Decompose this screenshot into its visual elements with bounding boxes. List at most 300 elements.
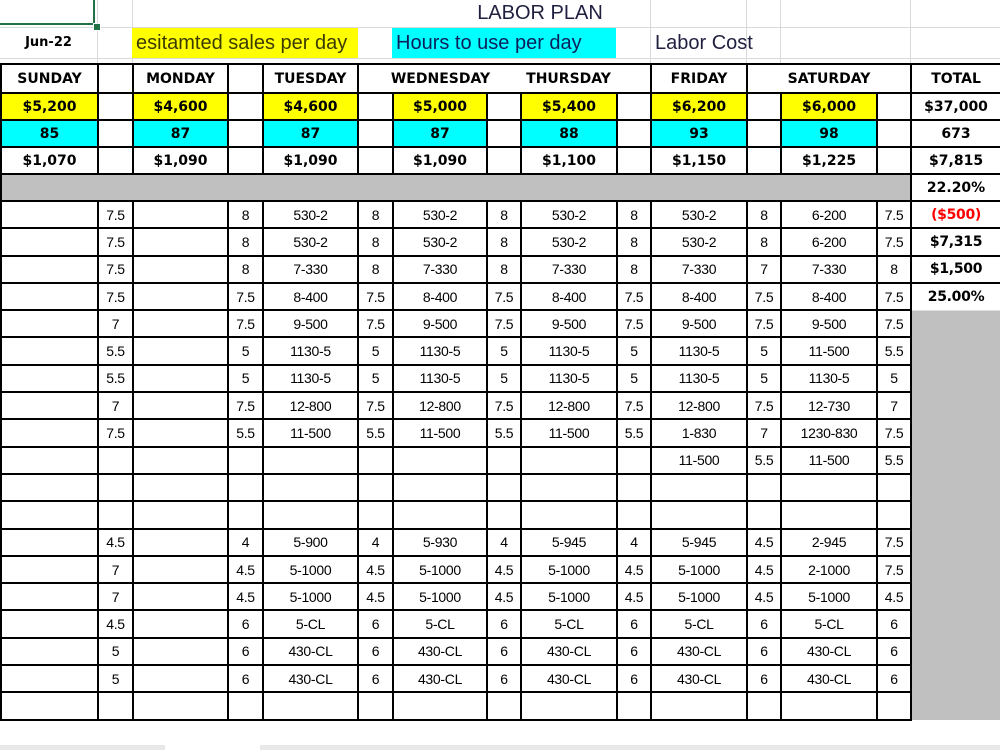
shift-cell[interactable]: 6-200 xyxy=(781,201,877,228)
gray-cell[interactable] xyxy=(911,583,1000,610)
cell[interactable] xyxy=(98,120,133,147)
sales-cell[interactable]: $6,000 xyxy=(781,93,877,120)
shift-cell[interactable] xyxy=(651,474,747,501)
hours-cell[interactable]: 7.5 xyxy=(98,419,133,446)
day-header-monday[interactable]: MONDAY xyxy=(133,64,228,93)
shift-cell[interactable]: 6-200 xyxy=(781,228,877,255)
shift-cell[interactable]: 8-400 xyxy=(393,283,487,310)
shift-cell[interactable] xyxy=(1,556,98,583)
hours-cell[interactable]: 7.5 xyxy=(617,392,651,419)
hours-spacer-cell[interactable] xyxy=(877,147,911,174)
sales-cell[interactable]: $4,600 xyxy=(263,93,358,120)
gray-cell[interactable] xyxy=(911,365,1000,392)
hours-cell[interactable]: 7.5 xyxy=(228,392,263,419)
shift-cell[interactable]: 530-2 xyxy=(393,201,487,228)
gray-cell[interactable] xyxy=(911,638,1000,665)
hours-cell[interactable]: 7.5 xyxy=(228,310,263,337)
total-header[interactable]: TOTAL xyxy=(911,64,1000,93)
shift-cell[interactable] xyxy=(133,529,228,556)
hours-cell[interactable]: 8 xyxy=(617,228,651,255)
hours-cell[interactable]: 4.5 xyxy=(358,583,393,610)
cost-cell[interactable]: $1,090 xyxy=(133,147,228,174)
hours-cell[interactable]: 7.5 xyxy=(487,283,521,310)
hours-cell[interactable] xyxy=(617,474,651,501)
hours-cell[interactable]: 7.5 xyxy=(877,310,911,337)
hours-cell[interactable]: 98 xyxy=(781,120,877,147)
shift-cell[interactable] xyxy=(651,501,747,528)
shift-cell[interactable] xyxy=(133,638,228,665)
hours-cell[interactable]: 7.5 xyxy=(358,392,393,419)
hours-cell[interactable]: 4 xyxy=(617,529,651,556)
hours-cell[interactable]: 7.5 xyxy=(98,201,133,228)
hours-cell[interactable] xyxy=(228,501,263,528)
hours-cell[interactable]: 6 xyxy=(747,638,781,665)
shift-cell[interactable]: 5-1000 xyxy=(651,583,747,610)
shift-cell[interactable]: 530-2 xyxy=(393,228,487,255)
cost-cell[interactable]: $1,070 xyxy=(1,147,98,174)
hours-cell[interactable]: 8 xyxy=(487,201,521,228)
shift-cell[interactable]: 1130-5 xyxy=(263,365,358,392)
shift-cell[interactable]: 1130-5 xyxy=(781,365,877,392)
hours-cell[interactable]: 5 xyxy=(358,365,393,392)
hours-cell[interactable]: 93 xyxy=(651,120,747,147)
shift-cell[interactable] xyxy=(1,692,98,719)
hours-cell[interactable]: 8 xyxy=(487,256,521,283)
shift-cell[interactable]: 9-500 xyxy=(521,310,617,337)
hours-cell[interactable]: 87 xyxy=(263,120,358,147)
gray-cell[interactable] xyxy=(911,665,1000,692)
shift-cell[interactable]: 9-500 xyxy=(781,310,877,337)
shift-cell[interactable]: 430-CL xyxy=(263,665,358,692)
hours-cell[interactable]: 6 xyxy=(877,665,911,692)
shift-cell[interactable] xyxy=(1,283,98,310)
shift-cell[interactable]: 530-2 xyxy=(521,228,617,255)
hours-cell[interactable]: 7.5 xyxy=(487,310,521,337)
hours-cell[interactable]: 6 xyxy=(228,665,263,692)
cost-cell[interactable]: $1,100 xyxy=(521,147,617,174)
shift-cell[interactable]: 11-500 xyxy=(521,419,617,446)
hours-cell[interactable]: 7 xyxy=(98,583,133,610)
hours-cell[interactable]: 8 xyxy=(358,256,393,283)
hours-cell[interactable]: 6 xyxy=(617,638,651,665)
shift-cell[interactable] xyxy=(133,583,228,610)
shift-cell[interactable]: 1130-5 xyxy=(263,337,358,364)
hours-cell[interactable]: 6 xyxy=(617,665,651,692)
hours-cell[interactable]: 8 xyxy=(877,256,911,283)
hours-cell[interactable]: 4.5 xyxy=(487,583,521,610)
hours-cell[interactable]: 8 xyxy=(228,201,263,228)
hours-cell[interactable] xyxy=(877,692,911,719)
shift-cell[interactable]: 430-CL xyxy=(393,665,487,692)
shift-cell[interactable]: 530-2 xyxy=(521,201,617,228)
hours-cell[interactable]: 4.5 xyxy=(617,583,651,610)
hours-cell[interactable]: 6 xyxy=(228,610,263,637)
shift-cell[interactable]: 5-1000 xyxy=(521,583,617,610)
hours-cell[interactable] xyxy=(877,474,911,501)
gray-cell[interactable] xyxy=(911,337,1000,364)
shift-cell[interactable] xyxy=(1,419,98,446)
gray-cell[interactable] xyxy=(911,419,1000,446)
hours-cell[interactable]: 7.5 xyxy=(98,228,133,255)
shift-cell[interactable]: 5-CL xyxy=(263,610,358,637)
shift-cell[interactable]: 11-500 xyxy=(781,447,877,474)
hours-cell[interactable]: 4.5 xyxy=(877,583,911,610)
hours-spacer-cell[interactable] xyxy=(877,93,911,120)
hours-cell[interactable]: 4.5 xyxy=(228,556,263,583)
shift-cell[interactable] xyxy=(1,447,98,474)
hours-cell[interactable]: 5.5 xyxy=(877,337,911,364)
hours-cell[interactable]: 7 xyxy=(877,392,911,419)
shift-cell[interactable]: 5-945 xyxy=(651,529,747,556)
cell[interactable] xyxy=(617,93,651,120)
cell[interactable] xyxy=(228,120,263,147)
shift-cell[interactable] xyxy=(781,501,877,528)
hours-cell[interactable]: 7.5 xyxy=(747,310,781,337)
shift-cell[interactable]: 7-330 xyxy=(651,256,747,283)
shift-cell[interactable]: 11-500 xyxy=(781,337,877,364)
hours-cell[interactable]: 7 xyxy=(98,392,133,419)
hours-cell[interactable]: 6 xyxy=(487,610,521,637)
hours-cell[interactable]: 87 xyxy=(133,120,228,147)
hours-cell[interactable]: 7 xyxy=(98,310,133,337)
day-header-sunday[interactable]: SUNDAY xyxy=(1,64,98,93)
sales-cell[interactable]: $4,600 xyxy=(133,93,228,120)
hours-cell[interactable]: 7.5 xyxy=(487,392,521,419)
hours-cell[interactable]: 4.5 xyxy=(358,556,393,583)
hours-cell[interactable]: 4.5 xyxy=(747,556,781,583)
selected-cell-a1[interactable] xyxy=(0,0,95,25)
sales-legend-label[interactable]: esitamted sales per day xyxy=(132,28,358,58)
hours-cell[interactable]: 8 xyxy=(617,201,651,228)
hours-cell[interactable]: 5 xyxy=(617,365,651,392)
hours-cell[interactable] xyxy=(358,501,393,528)
shift-cell[interactable]: 9-500 xyxy=(651,310,747,337)
shift-cell[interactable]: 1130-5 xyxy=(521,365,617,392)
hours-cell[interactable]: 8 xyxy=(617,256,651,283)
shift-cell[interactable] xyxy=(133,392,228,419)
shift-cell[interactable] xyxy=(1,529,98,556)
hours-cell[interactable]: 7.5 xyxy=(877,529,911,556)
shift-cell[interactable] xyxy=(651,692,747,719)
shift-cell[interactable] xyxy=(133,692,228,719)
summary-value[interactable]: $7,315 xyxy=(911,228,1000,255)
shift-cell[interactable]: 5-930 xyxy=(393,529,487,556)
scrollbar-thumb[interactable] xyxy=(165,745,260,750)
hours-cell[interactable]: 6 xyxy=(617,610,651,637)
hours-cell[interactable]: 6 xyxy=(747,610,781,637)
hours-cell[interactable] xyxy=(228,447,263,474)
hours-cell[interactable]: 5.5 xyxy=(98,365,133,392)
hours-cell[interactable]: 88 xyxy=(521,120,617,147)
shift-cell[interactable] xyxy=(393,501,487,528)
shift-cell[interactable]: 430-CL xyxy=(393,638,487,665)
cell[interactable] xyxy=(228,93,263,120)
gray-cell[interactable] xyxy=(911,447,1000,474)
shift-cell[interactable] xyxy=(1,610,98,637)
shift-cell[interactable] xyxy=(781,692,877,719)
shift-cell[interactable] xyxy=(133,256,228,283)
hours-cell[interactable]: 7.5 xyxy=(877,556,911,583)
hours-cell[interactable]: 8 xyxy=(228,228,263,255)
shift-cell[interactable]: 530-2 xyxy=(651,201,747,228)
shift-cell[interactable]: 11-500 xyxy=(263,419,358,446)
hours-cell[interactable]: 4.5 xyxy=(747,529,781,556)
shift-cell[interactable]: 11-500 xyxy=(393,419,487,446)
horizontal-scrollbar[interactable] xyxy=(0,745,1000,750)
shift-cell[interactable] xyxy=(133,556,228,583)
shift-cell[interactable]: 430-CL xyxy=(781,665,877,692)
hours-cell[interactable]: 5 xyxy=(358,337,393,364)
day-header-tuesday[interactable]: TUESDAY xyxy=(263,64,358,93)
hours-cell[interactable] xyxy=(228,474,263,501)
shift-cell[interactable] xyxy=(133,474,228,501)
hours-cell[interactable] xyxy=(98,692,133,719)
hours-cell[interactable]: 7 xyxy=(98,556,133,583)
hours-legend-label[interactable]: Hours to use per day xyxy=(392,28,616,58)
shift-cell[interactable]: 12-800 xyxy=(651,392,747,419)
shift-cell[interactable] xyxy=(133,665,228,692)
hours-cell[interactable]: 4.5 xyxy=(617,556,651,583)
shift-cell[interactable] xyxy=(521,447,617,474)
hours-cell[interactable]: 7 xyxy=(747,256,781,283)
shift-cell[interactable]: 1230-830 xyxy=(781,419,877,446)
shift-cell[interactable] xyxy=(393,692,487,719)
gray-cell[interactable] xyxy=(911,692,1000,719)
shift-cell[interactable]: 530-2 xyxy=(263,201,358,228)
cell[interactable] xyxy=(98,147,133,174)
shift-cell[interactable]: 1130-5 xyxy=(651,337,747,364)
shift-cell[interactable]: 5-945 xyxy=(521,529,617,556)
gray-cell[interactable] xyxy=(911,392,1000,419)
shift-cell[interactable] xyxy=(133,610,228,637)
month-cell[interactable]: Jun-22 xyxy=(25,35,72,50)
hours-cell[interactable]: 5 xyxy=(98,638,133,665)
shift-cell[interactable]: 7-330 xyxy=(393,256,487,283)
shift-cell[interactable]: 530-2 xyxy=(651,228,747,255)
shift-cell[interactable]: 7-330 xyxy=(781,256,877,283)
day-header-saturday[interactable]: SATURDAY xyxy=(747,64,911,93)
hours-cell[interactable] xyxy=(98,474,133,501)
shift-cell[interactable] xyxy=(393,474,487,501)
shift-cell[interactable] xyxy=(263,447,358,474)
cost-total[interactable]: $7,815 xyxy=(911,147,1000,174)
summary-value[interactable]: $1,500 xyxy=(911,256,1000,283)
hours-cell[interactable]: 5.5 xyxy=(358,419,393,446)
shift-cell[interactable]: 5-CL xyxy=(651,610,747,637)
shift-cell[interactable]: 2-1000 xyxy=(781,556,877,583)
hours-cell[interactable]: 85 xyxy=(1,120,98,147)
hours-cell[interactable]: 7.5 xyxy=(877,201,911,228)
cell[interactable] xyxy=(617,147,651,174)
shift-cell[interactable] xyxy=(1,392,98,419)
hours-cell[interactable]: 7.5 xyxy=(358,310,393,337)
shift-cell[interactable] xyxy=(133,419,228,446)
shift-cell[interactable]: 12-800 xyxy=(521,392,617,419)
shift-cell[interactable] xyxy=(521,692,617,719)
cell[interactable] xyxy=(228,64,263,93)
hours-cell[interactable]: 4.5 xyxy=(98,529,133,556)
hours-cell[interactable]: 4.5 xyxy=(747,583,781,610)
shift-cell[interactable] xyxy=(1,501,98,528)
gray-cell[interactable] xyxy=(911,610,1000,637)
shift-cell[interactable]: 5-CL xyxy=(781,610,877,637)
shift-cell[interactable] xyxy=(393,447,487,474)
hours-cell[interactable]: 8 xyxy=(228,256,263,283)
hours-cell[interactable] xyxy=(358,447,393,474)
shift-cell[interactable]: 1130-5 xyxy=(521,337,617,364)
shift-cell[interactable] xyxy=(133,283,228,310)
hours-cell[interactable]: 5 xyxy=(228,365,263,392)
shift-cell[interactable]: 8-400 xyxy=(781,283,877,310)
shift-cell[interactable]: 430-CL xyxy=(651,638,747,665)
hours-cell[interactable]: 7.5 xyxy=(747,283,781,310)
hours-cell[interactable]: 7.5 xyxy=(98,256,133,283)
hours-cell[interactable]: 4.5 xyxy=(228,583,263,610)
cell[interactable] xyxy=(747,120,781,147)
shift-cell[interactable]: 530-2 xyxy=(263,228,358,255)
hours-cell[interactable]: 8 xyxy=(747,228,781,255)
shift-cell[interactable]: 5-CL xyxy=(393,610,487,637)
shift-cell[interactable] xyxy=(1,583,98,610)
gray-cell[interactable] xyxy=(911,474,1000,501)
cell[interactable] xyxy=(358,93,393,120)
shift-cell[interactable] xyxy=(781,474,877,501)
shift-cell[interactable]: 11-500 xyxy=(651,447,747,474)
gray-cell[interactable] xyxy=(911,501,1000,528)
shift-cell[interactable]: 5-1000 xyxy=(393,556,487,583)
cost-cell[interactable]: $1,090 xyxy=(393,147,487,174)
shift-cell[interactable] xyxy=(133,337,228,364)
cost-cell[interactable]: $1,150 xyxy=(651,147,747,174)
hours-total[interactable]: 673 xyxy=(911,120,1000,147)
separator-cell[interactable] xyxy=(1,174,911,201)
day-header-friday[interactable]: FRIDAY xyxy=(651,64,747,93)
hours-cell[interactable]: 5 xyxy=(877,365,911,392)
day-header-merged[interactable] xyxy=(358,64,651,93)
cell[interactable] xyxy=(487,147,521,174)
hours-cell[interactable]: 5 xyxy=(98,665,133,692)
hours-cell[interactable]: 7.5 xyxy=(98,283,133,310)
hours-cell[interactable]: 6 xyxy=(358,610,393,637)
sales-cell[interactable]: $6,200 xyxy=(651,93,747,120)
hours-cell[interactable]: 6 xyxy=(487,638,521,665)
shift-cell[interactable]: 1130-5 xyxy=(393,337,487,364)
hours-cell[interactable]: 5.5 xyxy=(487,419,521,446)
hours-cell[interactable]: 5 xyxy=(747,337,781,364)
hours-cell[interactable]: 7.5 xyxy=(358,283,393,310)
shift-cell[interactable]: 5-CL xyxy=(521,610,617,637)
shift-cell[interactable]: 7-330 xyxy=(263,256,358,283)
hours-cell[interactable] xyxy=(617,692,651,719)
cost-cell[interactable]: $1,225 xyxy=(781,147,877,174)
shift-cell[interactable]: 1130-5 xyxy=(651,365,747,392)
cell[interactable] xyxy=(747,147,781,174)
shift-cell[interactable]: 12-800 xyxy=(393,392,487,419)
hours-cell[interactable]: 6 xyxy=(487,665,521,692)
hours-cell[interactable]: 7.5 xyxy=(877,228,911,255)
shift-cell[interactable] xyxy=(263,692,358,719)
hours-cell[interactable]: 5.5 xyxy=(617,419,651,446)
hours-cell[interactable]: 7.5 xyxy=(617,310,651,337)
hours-cell[interactable] xyxy=(98,447,133,474)
shift-cell[interactable]: 1130-5 xyxy=(393,365,487,392)
hours-cell[interactable]: 5.5 xyxy=(747,447,781,474)
hours-cell[interactable]: 7 xyxy=(747,419,781,446)
shift-cell[interactable] xyxy=(133,501,228,528)
hours-cell[interactable]: 8 xyxy=(487,228,521,255)
cell[interactable] xyxy=(358,120,393,147)
hours-cell[interactable]: 87 xyxy=(393,120,487,147)
sales-total[interactable]: $37,000 xyxy=(911,93,1000,120)
hours-cell[interactable]: 8 xyxy=(358,201,393,228)
hours-cell[interactable]: 5.5 xyxy=(877,447,911,474)
shift-cell[interactable]: 1-830 xyxy=(651,419,747,446)
hours-cell[interactable]: 7.5 xyxy=(877,419,911,446)
shift-cell[interactable]: 5-1000 xyxy=(263,556,358,583)
hours-cell[interactable] xyxy=(877,501,911,528)
shift-cell[interactable]: 5-1000 xyxy=(651,556,747,583)
hours-cell[interactable]: 7.5 xyxy=(228,283,263,310)
shift-cell[interactable] xyxy=(1,228,98,255)
shift-cell[interactable] xyxy=(1,256,98,283)
hours-cell[interactable]: 7.5 xyxy=(877,283,911,310)
summary-value[interactable]: ($500) xyxy=(911,201,1000,228)
hours-cell[interactable]: 6 xyxy=(877,638,911,665)
hours-cell[interactable]: 4.5 xyxy=(487,556,521,583)
hours-cell[interactable]: 7.5 xyxy=(617,283,651,310)
shift-cell[interactable] xyxy=(1,365,98,392)
cell[interactable] xyxy=(98,93,133,120)
cost-cell[interactable]: $1,090 xyxy=(263,147,358,174)
hours-cell[interactable]: 4.5 xyxy=(98,610,133,637)
shift-cell[interactable] xyxy=(133,201,228,228)
hours-cell[interactable]: 4 xyxy=(487,529,521,556)
labor-cost-label[interactable]: Labor Cost xyxy=(655,32,753,54)
shift-cell[interactable] xyxy=(1,337,98,364)
hours-cell[interactable] xyxy=(617,501,651,528)
shift-cell[interactable] xyxy=(1,665,98,692)
hours-cell[interactable] xyxy=(487,501,521,528)
shift-cell[interactable] xyxy=(133,365,228,392)
hours-cell[interactable] xyxy=(747,501,781,528)
shift-cell[interactable] xyxy=(133,447,228,474)
hours-cell[interactable] xyxy=(228,692,263,719)
shift-cell[interactable]: 7-330 xyxy=(521,256,617,283)
hours-cell[interactable]: 5 xyxy=(487,365,521,392)
shift-cell[interactable]: 8-400 xyxy=(263,283,358,310)
shift-cell[interactable] xyxy=(521,501,617,528)
shift-cell[interactable]: 430-CL xyxy=(781,638,877,665)
shift-cell[interactable]: 8-400 xyxy=(521,283,617,310)
hours-spacer-cell[interactable] xyxy=(877,120,911,147)
shift-cell[interactable]: 8-400 xyxy=(651,283,747,310)
shift-cell[interactable]: 5-1000 xyxy=(263,583,358,610)
cell[interactable] xyxy=(487,120,521,147)
hours-cell[interactable]: 6 xyxy=(358,638,393,665)
shift-cell[interactable] xyxy=(1,474,98,501)
cell[interactable] xyxy=(487,93,521,120)
hours-cell[interactable]: 6 xyxy=(747,665,781,692)
hours-cell[interactable]: 7.5 xyxy=(747,392,781,419)
sales-cell[interactable]: $5,000 xyxy=(393,93,487,120)
shift-cell[interactable]: 9-500 xyxy=(263,310,358,337)
shift-cell[interactable]: 12-730 xyxy=(781,392,877,419)
hours-cell[interactable]: 6 xyxy=(877,610,911,637)
hours-cell[interactable]: 5 xyxy=(747,365,781,392)
shift-cell[interactable]: 12-800 xyxy=(263,392,358,419)
shift-cell[interactable]: 9-500 xyxy=(393,310,487,337)
hours-cell[interactable] xyxy=(747,474,781,501)
